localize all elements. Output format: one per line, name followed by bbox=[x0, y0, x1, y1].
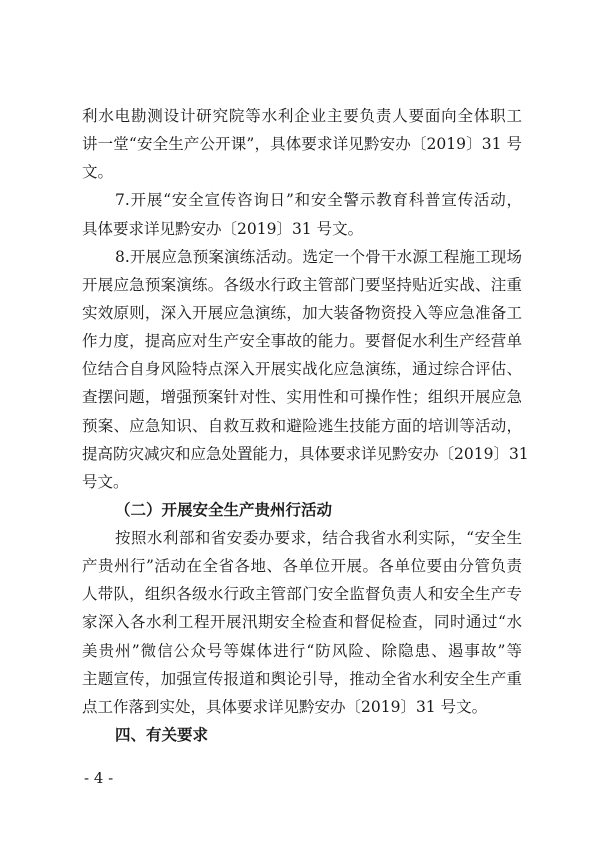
body-text-line: 提高防灾减灾和应急处置能力，具体要求详见黔安办〔2019〕31 bbox=[82, 445, 529, 463]
body-text-line: 号文。 bbox=[82, 473, 129, 491]
body-text-line: 查摆问题，增强预案针对性、实用性和可操作性；组织开展应急 bbox=[82, 388, 522, 406]
body-text-line: 人带队，组织各级水行政主管部门安全监督负责人和安全生产专 bbox=[82, 585, 522, 603]
body-text-line: 按照水利部和省安委办要求，结合我省水利实际，“安全生 bbox=[115, 529, 522, 547]
body-text-line: 作力度，提高应对生产安全事故的能力。要督促水利生产经营单 bbox=[82, 332, 522, 350]
body-text-line: 位结合自身风险特点深入开展实战化应急演练，通过综合评估、 bbox=[82, 360, 522, 378]
body-text-line: 美贵州”微信公众号等媒体进行“防风险、除隐患、遏事故”等 bbox=[82, 642, 522, 660]
body-text-line: 具体要求详见黔安办〔2019〕31 号文。 bbox=[82, 220, 364, 238]
body-text-line: 预案、应急知识、自救互救和避险逃生技能方面的培训等活动， bbox=[82, 417, 522, 435]
body-text-line: 开展应急预案演练。各级水行政主管部门要坚持贴近实战、注重 bbox=[82, 276, 522, 294]
list-item-7: 7.开展“安全宣传咨询日”和安全警示教育科普宣传活动， bbox=[115, 191, 522, 209]
page-number: - 4 - bbox=[84, 769, 114, 787]
body-text-line: 产贵州行”活动在全省各地、各单位开展。各单位要由分管负责 bbox=[82, 557, 522, 575]
body-text-line: 实效原则，深入开展应急演练，加大装备物资投入等应急准备工 bbox=[82, 304, 522, 322]
body-text-line: 利水电勘测设计研究院等水利企业主要负责人要面向全体职工 bbox=[82, 107, 522, 125]
body-text-line: 文。 bbox=[82, 163, 114, 181]
body-text-line: 家深入各水利工程开展汛期安全检查和督促检查，同时通过“水 bbox=[82, 613, 522, 631]
list-item-8: 8.开展应急预案演练活动。选定一个骨干水源工程施工现场 bbox=[115, 248, 522, 266]
body-text-line: 讲一堂“安全生产公开课”，具体要求详见黔安办〔2019〕31 号 bbox=[82, 135, 522, 153]
body-text-line: 点工作落到实处，具体要求详见黔安办〔2019〕31 号文。 bbox=[82, 698, 488, 716]
body-text-line: 主题宣传，加强宣传报道和舆论引导，推动全省水利安全生产重 bbox=[82, 670, 522, 688]
section-heading: （二）开展安全生产贵州行活动 bbox=[115, 501, 333, 519]
section-heading: 四、有关要求 bbox=[115, 726, 209, 744]
